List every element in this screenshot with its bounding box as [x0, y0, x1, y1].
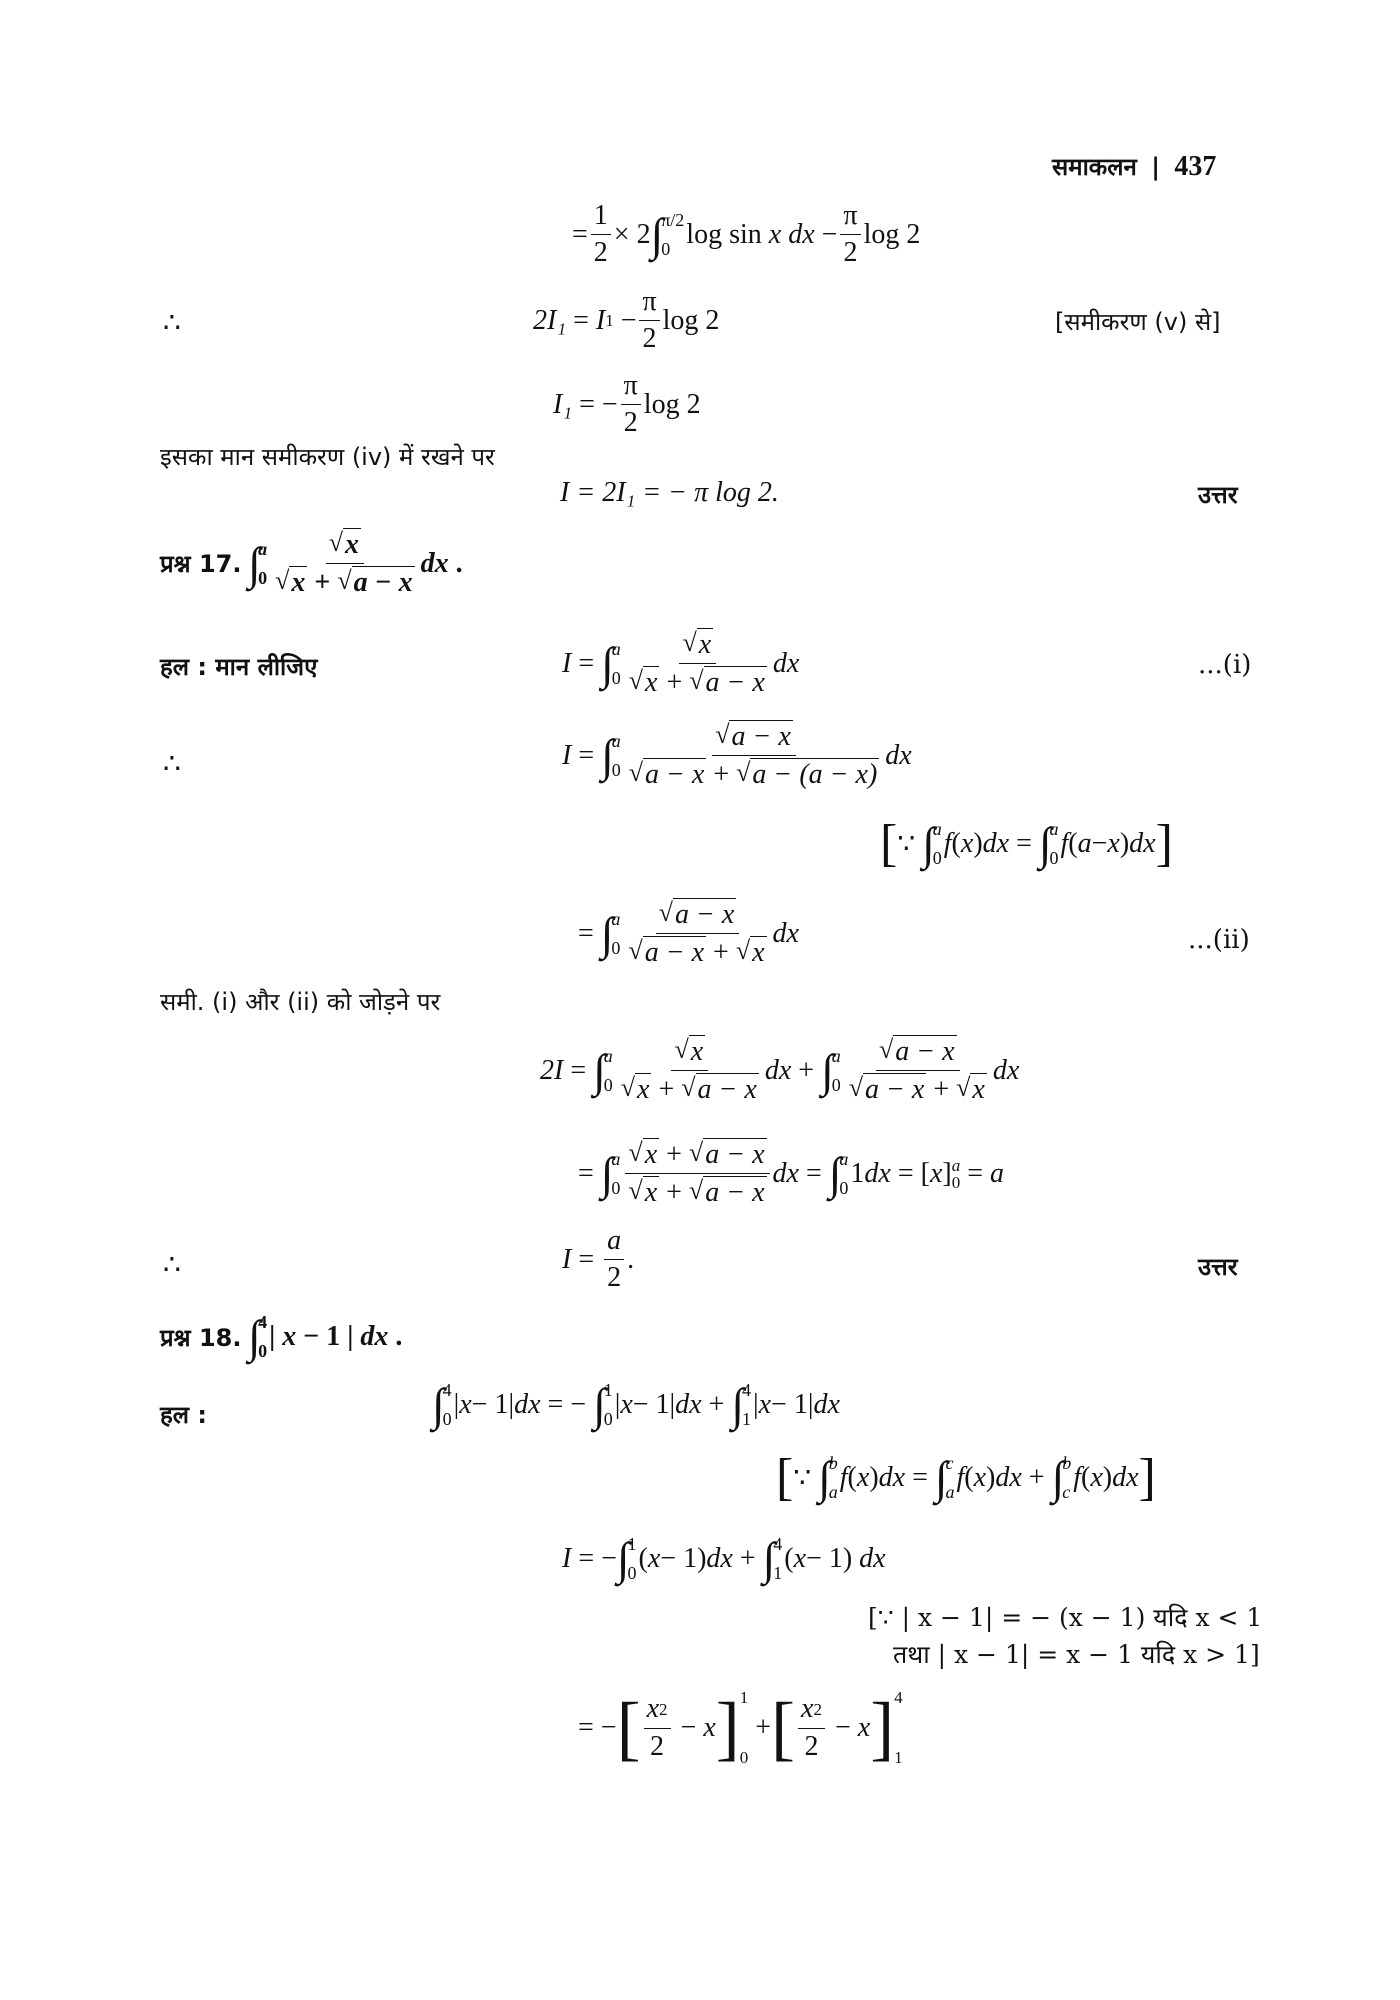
answer-label: उत्तर [1198, 1253, 1238, 1281]
equation-line-2: 2I₁ = I 1 − $\frac{\pi}{2}$ log 2 [533, 286, 720, 355]
fraction: $\frac{1}{2}$ [591, 200, 611, 269]
chapter-title: समाकलन [1052, 153, 1137, 181]
equation-line-1: = $\frac{1}{2}$ × 2 ∫ π/2 0 log sin x dx − $\frac{\pi}{2}$ log 2 [572, 200, 921, 269]
equation-line-4: I = 2I₁ = − π log 2. [560, 477, 779, 508]
property-note: [ ∵ ∫ b a f ( x ) dx = ∫ c a f ( x ) dx + ∫ b c f ( x ) dx ] [776, 1449, 1156, 1506]
solution-label: हल : मान लीजिए [160, 653, 318, 681]
solution-label: हल : [160, 1401, 207, 1429]
therefore-symbol: ∴ [163, 306, 181, 339]
running-header [1052, 150, 1216, 183]
equation-line-7: = ∫ a 0 √ a − x √ a − x + √ x dx [578, 898, 799, 969]
text-line: समी. (i) और (ii) को जोड़ने पर [160, 988, 441, 1016]
equation-tag: ...(i) [1198, 650, 1252, 680]
therefore-symbol: ∴ [163, 747, 181, 780]
fraction: $\frac{\pi}{2}$ [621, 370, 641, 439]
fraction: $\frac{\pi}{2}$ [639, 286, 659, 355]
condition-line: तथा | x − 1| = x − 1 यदि x > 1] [893, 1640, 1260, 1669]
header-separator: | [1151, 153, 1160, 181]
equation-line-5: I = ∫ a 0 √ x √ x + √ a − x dx [562, 628, 800, 699]
question-label: प्रश्न 17. [160, 550, 242, 579]
equation-line-3: I₁ = − $\frac{\pi}{2}$ log 2 [553, 370, 701, 439]
question-18: प्रश्न 18. ∫ 4 0 | x − 1 | dx . [160, 1311, 403, 1362]
question-17: प्रश्न 17. ∫ a 0 √ x √ x + √ a − x dx . [160, 528, 463, 599]
equation-line-11: ∫ 4 0 | x − 1| dx = − ∫ 1 0 | x − 1| dx + ∫ 4 1 | x − 1| dx [432, 1379, 840, 1430]
equation-line-12: I = − ∫ 1 0 ( x − 1) dx + ∫ 4 1 ( x − 1) dx [562, 1533, 886, 1584]
equation-line-6: I = ∫ a 0 √ a − x √ a − x + √ a − (a − x) dx [562, 720, 912, 791]
equation-line-10: I = $\frac{a}{2}$ . [562, 1225, 635, 1294]
question-label: प्रश्न 18. [160, 1323, 242, 1352]
fraction: $\frac{\pi}{2}$ [840, 200, 860, 269]
condition-line: [∵ | x − 1| = − (x − 1) यदि x < 1 [868, 1603, 1263, 1632]
answer-label: उत्तर [1198, 481, 1238, 509]
page-number: 437 [1174, 151, 1217, 182]
equation-reference: [समीकरण (v) से] [1055, 308, 1221, 336]
equation-line-13: = − [ x 2 2 − x ] 1 0 + [ x 2 2 − x ] 4 1 [578, 1688, 903, 1768]
property-note: [ ∵ ∫ a 0 f ( x ) dx = ∫ a 0 f ( a − x ) dx ] [880, 815, 1173, 872]
equation-tag: ...(ii) [1188, 925, 1250, 955]
equation-line-9: = ∫ a 0 √ x + √ a − x √ x + √ a − x dx = ∫ a 0 1 dx = [ x ] a 0 = a [578, 1138, 1004, 1209]
equation-line-8: 2I = ∫ a 0 √ x √ x + √ a − x dx + ∫ a 0 √ a − x √ a − x + √ x dx [540, 1035, 1020, 1106]
text-line: इसका मान समीकरण (iv) में रखने पर [160, 443, 495, 471]
therefore-symbol: ∴ [163, 1248, 181, 1281]
